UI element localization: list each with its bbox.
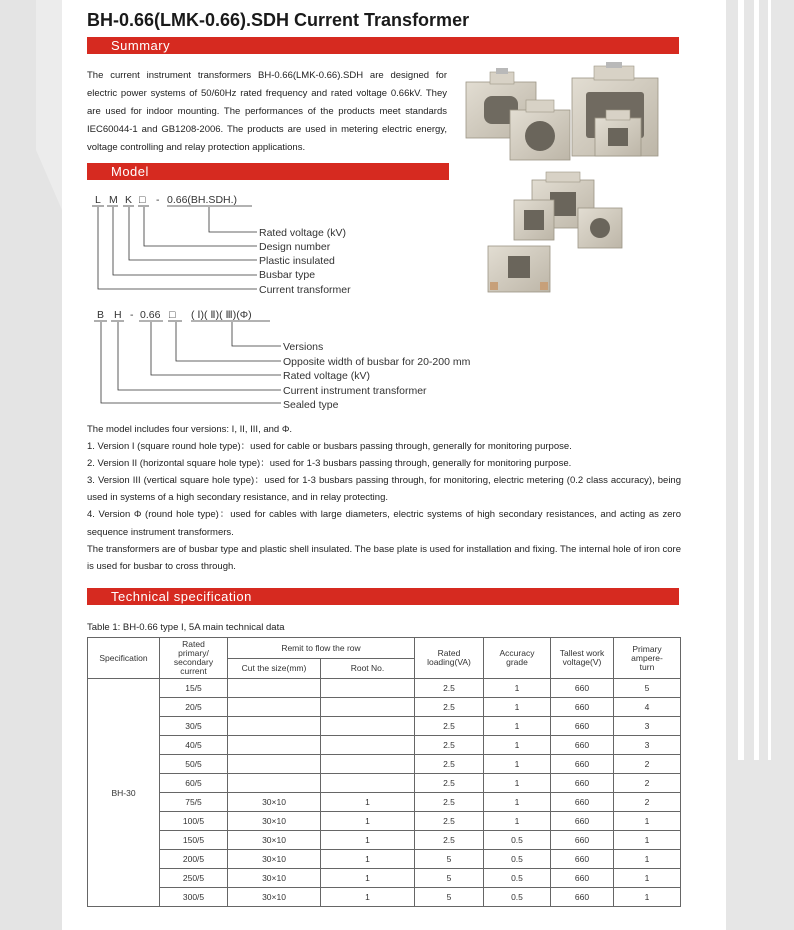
cell-voltage: 660 bbox=[551, 850, 614, 869]
cell-turns: 3 bbox=[614, 736, 681, 755]
cell-voltage: 660 bbox=[551, 774, 614, 793]
cell-cut bbox=[228, 755, 321, 774]
header-rated-current: Rated primary/ secondary current bbox=[160, 638, 228, 679]
cell-cut: 30×10 bbox=[228, 850, 321, 869]
cell-loading: 2.5 bbox=[415, 736, 484, 755]
cell-root: 1 bbox=[321, 888, 415, 907]
cell-root bbox=[321, 679, 415, 698]
cell-accuracy: 0.5 bbox=[484, 888, 551, 907]
section-label: Technical specification bbox=[111, 589, 252, 604]
section-label: Model bbox=[111, 164, 149, 179]
cell-current: 40/5 bbox=[160, 736, 228, 755]
cell-turns: 1 bbox=[614, 812, 681, 831]
code-letter: M bbox=[109, 194, 118, 206]
cell-accuracy: 1 bbox=[484, 755, 551, 774]
cell-accuracy: 1 bbox=[484, 698, 551, 717]
model-label: Opposite width of busbar for 20-200 mm bbox=[283, 356, 471, 368]
page-title: BH-0.66(LMK-0.66).SDH Current Transformer bbox=[87, 10, 470, 30]
cell-current: 300/5 bbox=[160, 888, 228, 907]
table-row bbox=[88, 850, 681, 869]
cell-cut bbox=[228, 717, 321, 736]
cell-accuracy: 1 bbox=[484, 736, 551, 755]
cell-accuracy: 0.5 bbox=[484, 869, 551, 888]
section-header-technical bbox=[87, 588, 679, 605]
cell-voltage: 660 bbox=[551, 888, 614, 907]
header-remit: Remit to flow the row bbox=[228, 638, 415, 659]
code-letter: B bbox=[97, 309, 105, 321]
cell-root bbox=[321, 698, 415, 717]
cell-turns: 1 bbox=[614, 888, 681, 907]
cell-loading: 2.5 bbox=[415, 793, 484, 812]
body-paragraph: 4. Version Φ (round hole type)：used for cables with large diameters, electric systems of high secondary resistances, and acting as zero sequence instrument transformers. bbox=[87, 509, 681, 538]
cell-cut bbox=[228, 679, 321, 698]
cell-cut bbox=[228, 698, 321, 717]
cell-root bbox=[321, 736, 415, 755]
table-row bbox=[88, 869, 681, 888]
versions-description bbox=[87, 421, 681, 575]
cell-loading: 2.5 bbox=[415, 717, 484, 736]
summary-text: The current instrument transformers BH-0.66(LMK-0.66).SDH are designed for electric power systems of 50/60Hz rated frequency and rated voltage 0.66kV. They are used for indoor mounting. The performances of the products meet standards IEC60044-1 and GB1208-2006. The products are used in metering electric energy, voltage controlling and relay protection applications. bbox=[87, 70, 447, 153]
cell-accuracy: 1 bbox=[484, 717, 551, 736]
cell-loading: 2.5 bbox=[415, 755, 484, 774]
cell-loading: 2.5 bbox=[415, 679, 484, 698]
cell-voltage: 660 bbox=[551, 755, 614, 774]
cell-root bbox=[321, 717, 415, 736]
cell-specification: BH-30 bbox=[88, 679, 160, 907]
model-label: Current transformer bbox=[259, 284, 351, 296]
cell-turns: 5 bbox=[614, 679, 681, 698]
model-label: Rated voltage (kV) bbox=[283, 370, 370, 382]
code-letter: H bbox=[114, 309, 122, 321]
cell-current: 75/5 bbox=[160, 793, 228, 812]
model-label: Versions bbox=[283, 341, 324, 353]
cell-voltage: 660 bbox=[551, 679, 614, 698]
cell-turns: 2 bbox=[614, 774, 681, 793]
table-caption: Table 1: BH-0.66 type I, 5A main technical data bbox=[87, 622, 285, 633]
cell-turns: 2 bbox=[614, 793, 681, 812]
table-row bbox=[88, 717, 681, 736]
header-primary-ampere-turn: Primary ampere-turn bbox=[614, 638, 681, 679]
cell-accuracy: 1 bbox=[484, 679, 551, 698]
header-specification: Specification bbox=[88, 638, 160, 679]
code-letter: □ bbox=[169, 309, 176, 321]
section-header-model bbox=[87, 163, 449, 180]
cell-voltage: 660 bbox=[551, 831, 614, 850]
table-row bbox=[88, 812, 681, 831]
table-row bbox=[88, 831, 681, 850]
cell-voltage: 660 bbox=[551, 698, 614, 717]
body-paragraph: 2. Version II (horizontal square hole type)：used for 1-3 busbars passing through, generally for monitoring purpose. bbox=[87, 458, 572, 470]
cell-current: 250/5 bbox=[160, 869, 228, 888]
cell-current: 100/5 bbox=[160, 812, 228, 831]
header-accuracy: Accuracy grade bbox=[484, 638, 551, 679]
cell-root: 1 bbox=[321, 869, 415, 888]
section-header-summary bbox=[87, 37, 679, 54]
cell-root bbox=[321, 755, 415, 774]
cell-current: 50/5 bbox=[160, 755, 228, 774]
cell-root: 1 bbox=[321, 812, 415, 831]
model-label: Current instrument transformer bbox=[283, 385, 427, 397]
cell-accuracy: 1 bbox=[484, 793, 551, 812]
cell-voltage: 660 bbox=[551, 869, 614, 888]
cell-root bbox=[321, 774, 415, 793]
code-letter: ( Ⅰ)( Ⅱ)( Ⅲ)(Φ) bbox=[191, 309, 252, 321]
model-label: Sealed type bbox=[283, 399, 339, 411]
body-paragraph: The transformers are of busbar type and plastic shell insulated. The base plate is used for installation and fixing. The internal hole of iron core is used for busbar to cross through. bbox=[87, 543, 681, 572]
cell-cut: 30×10 bbox=[228, 869, 321, 888]
cell-cut: 30×10 bbox=[228, 793, 321, 812]
cell-current: 60/5 bbox=[160, 774, 228, 793]
model-label: Busbar type bbox=[259, 269, 316, 281]
code-letter: □ bbox=[139, 194, 146, 206]
cell-loading: 5 bbox=[415, 888, 484, 907]
table-row bbox=[88, 736, 681, 755]
cell-current: 150/5 bbox=[160, 831, 228, 850]
cell-voltage: 660 bbox=[551, 793, 614, 812]
cell-loading: 5 bbox=[415, 869, 484, 888]
table-row bbox=[88, 698, 681, 717]
model-diagram-bh bbox=[94, 309, 471, 411]
cell-loading: 2.5 bbox=[415, 774, 484, 793]
cell-root: 1 bbox=[321, 831, 415, 850]
cell-turns: 1 bbox=[614, 850, 681, 869]
code-letter: - bbox=[156, 194, 160, 206]
cell-turns: 1 bbox=[614, 831, 681, 850]
model-label: Design number bbox=[259, 241, 331, 253]
table-row bbox=[88, 755, 681, 774]
spec-table bbox=[87, 637, 681, 907]
cell-accuracy: 0.5 bbox=[484, 831, 551, 850]
section-label: Summary bbox=[111, 38, 171, 53]
cell-turns: 1 bbox=[614, 869, 681, 888]
cell-current: 200/5 bbox=[160, 850, 228, 869]
model-diagram bbox=[87, 190, 507, 420]
body-paragraph: 1. Version I (square round hole type)：used for cable or busbars passing through, generally for monitoring purpose. bbox=[87, 441, 572, 453]
model-label: Plastic insulated bbox=[259, 255, 335, 267]
header-tallest-voltage: Tallest work voltage(V) bbox=[551, 638, 614, 679]
cell-loading: 2.5 bbox=[415, 831, 484, 850]
cell-current: 20/5 bbox=[160, 698, 228, 717]
code-letter: K bbox=[125, 194, 133, 206]
cell-cut bbox=[228, 774, 321, 793]
cell-accuracy: 1 bbox=[484, 774, 551, 793]
table-row bbox=[88, 679, 681, 698]
header-cut-size: Cut the size(mm) bbox=[228, 659, 321, 679]
cell-current: 30/5 bbox=[160, 717, 228, 736]
transformer-unit-5 bbox=[514, 172, 622, 248]
table-row bbox=[88, 793, 681, 812]
cell-cut: 30×10 bbox=[228, 831, 321, 850]
body-paragraph: The model includes four versions: I, II, III, and Φ. bbox=[87, 424, 293, 435]
cell-voltage: 660 bbox=[551, 736, 614, 755]
code-letter: - bbox=[130, 309, 134, 321]
cell-voltage: 660 bbox=[551, 717, 614, 736]
cell-loading: 2.5 bbox=[415, 812, 484, 831]
cell-loading: 2.5 bbox=[415, 698, 484, 717]
cell-accuracy: 1 bbox=[484, 812, 551, 831]
code-letter: L bbox=[95, 194, 101, 206]
cell-cut: 30×10 bbox=[228, 812, 321, 831]
body-paragraph: 3. Version III (vertical square hole type)：used for 1-3 busbars passing through, for monitoring, electric metering (0.2 class accuracy), being used in systems of a high secondary resistance, and in relay protecting. bbox=[87, 475, 681, 504]
cell-cut bbox=[228, 736, 321, 755]
code-letter: 0.66(BH.SDH.) bbox=[167, 194, 238, 206]
cell-loading: 5 bbox=[415, 850, 484, 869]
model-label: Rated voltage (kV) bbox=[259, 227, 346, 239]
cell-root: 1 bbox=[321, 850, 415, 869]
cell-accuracy: 0.5 bbox=[484, 850, 551, 869]
cell-turns: 3 bbox=[614, 717, 681, 736]
code-letter: 0.66 bbox=[140, 309, 161, 321]
table-row bbox=[88, 774, 681, 793]
header-root-no: Root No. bbox=[321, 659, 415, 679]
summary-paragraph bbox=[87, 67, 447, 157]
model-diagram-lmk bbox=[92, 194, 351, 296]
cell-turns: 2 bbox=[614, 755, 681, 774]
cell-voltage: 660 bbox=[551, 812, 614, 831]
cell-current: 15/5 bbox=[160, 679, 228, 698]
cell-cut: 30×10 bbox=[228, 888, 321, 907]
cell-turns: 4 bbox=[614, 698, 681, 717]
cell-root: 1 bbox=[321, 793, 415, 812]
header-rated-loading: Rated loading(VA) bbox=[415, 638, 484, 679]
table-row bbox=[88, 888, 681, 907]
